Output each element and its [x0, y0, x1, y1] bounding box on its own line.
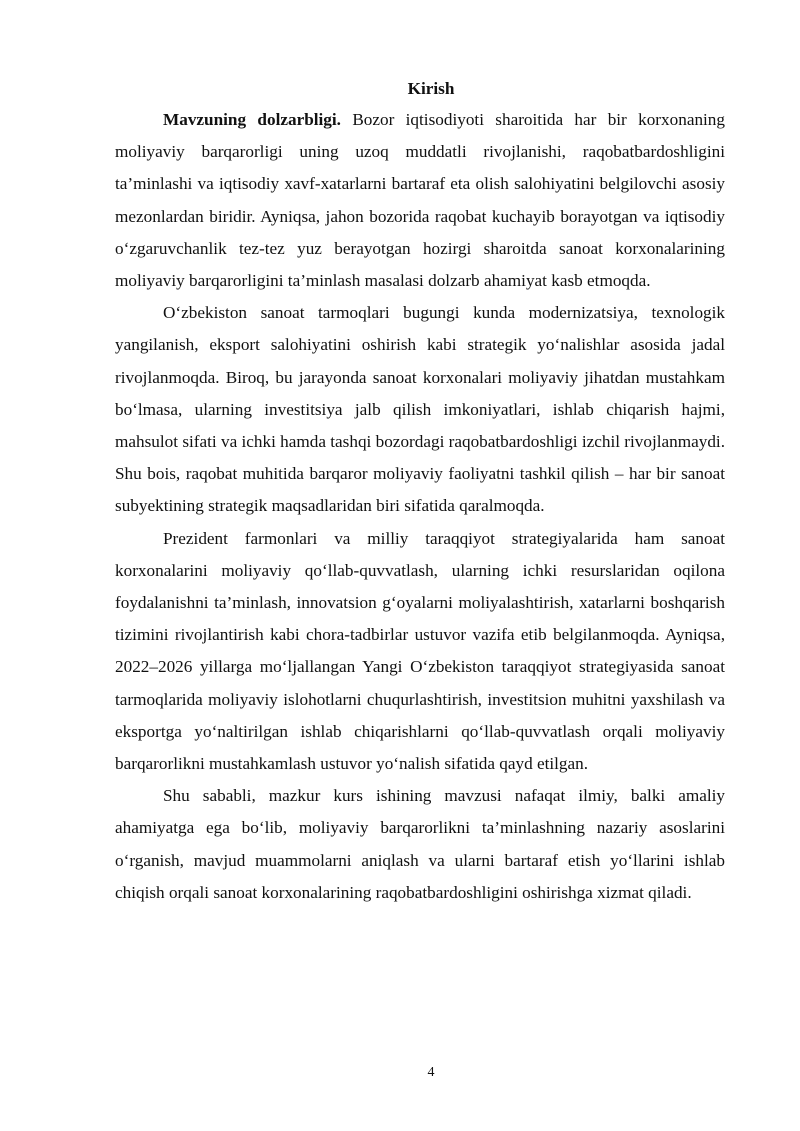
paragraph-text: O‘zbekiston sanoat tarmoqlari bugungi kunda modernizatsiya, texnologik yangilanish, eksport salohiyatini oshirish kabi strategik yo‘nalishlar asosida jadal rivojlanmoqda. Biroq, bu jarayonda sanoat korxonalari moliyaviy jihatdan mustahkam bo‘lmasa, ularning investitsiya jalb qilish imkoniyatlari, ishlab chiqarish hajmi, mahsulot sifati va ichki hamda tashqi bozordagi raqobatbardoshligi izchil rivojlanmaydi. Shu bois, raqobat muhitida barqaror moliyaviy faoliyatni tashkil qilish – har bir sanoat subyektining strategik maqsadlaridan biri sifatida qaralmoqda.: [115, 303, 726, 516]
section-title: Kirish: [407, 79, 455, 98]
paragraph-industry: [115, 297, 725, 522]
document-body: [115, 74, 725, 909]
paragraph-conclusion: [115, 780, 725, 909]
paragraph-text: Prezident farmonlari va milliy taraqqiyot strategiyalarida ham sanoat korxonalarini moliyaviy qo‘llab-quvvatlash, ularning ichki resurslaridan oqilona foydalanishni ta’minlash, innovatsion g‘oyalarni moliyalashtirish, xatarlarni boshqarish tizimini rivojlantirish kabi chora-tadbirlar ustuvor vazifa etib belgilanmoqda. Ayniqsa, 2022–2026 yillarga mo‘ljallangan Yangi O‘zbekiston taraqqiyot strategiyasida sanoat tarmoqlarida moliyaviy islohotlarni chuqurlashtirish, investitsion muhitni yaxshilash va eksportga yo‘naltirilgan ishlab chiqarishlarni qo‘llab-quvvatlash orqali moliyaviy barqarorlikni mustahkamlash ustuvor yo‘nalish sifatida qayd etilgan.: [115, 528, 725, 774]
paragraph-text: Bozor iqtisodiyoti sharoitida har bir korxonaning moliyaviy barqarorligi uning uzoq muddatli rivojlanishi, raqobatbardoshligini ta’minlashi va iqtisodiy xavf-xatarlarni bartaraf eta olish salohiyatini belgilovchi asosiy mezonlardan biridir. Ayniqsa, jahon bozorida raqobat kuchayib borayotgan va iqtisodiy o‘zgaruvchanlik tez-tez yuz berayotgan hozirgi sharoitda sanoat korxonalarining moliyaviy barqarorligini ta’minlash masalasi dolzarb ahamiyat kasb etmoqda.: [115, 110, 725, 291]
paragraph-strategy: [115, 523, 725, 781]
paragraph-text: Shu sababli, mazkur kurs ishining mavzusi nafaqat ilmiy, balki amaliy ahamiyatga ega bo‘lib, moliyaviy barqarorlikni ta’minlashning nazariy asoslarini o‘rganish, mavjud muammolarni aniqlash va ularni bartaraf etish yo‘llarini ishlab chiqish orqali sanoat korxonalarining raqobatbardoshligini oshirishga xizmat qiladi.: [115, 786, 725, 902]
paragraph-lead: Mavzuning dolzarbligi.: [163, 110, 341, 129]
paragraph-relevance: [115, 104, 725, 297]
page-number: 4: [427, 1065, 435, 1080]
